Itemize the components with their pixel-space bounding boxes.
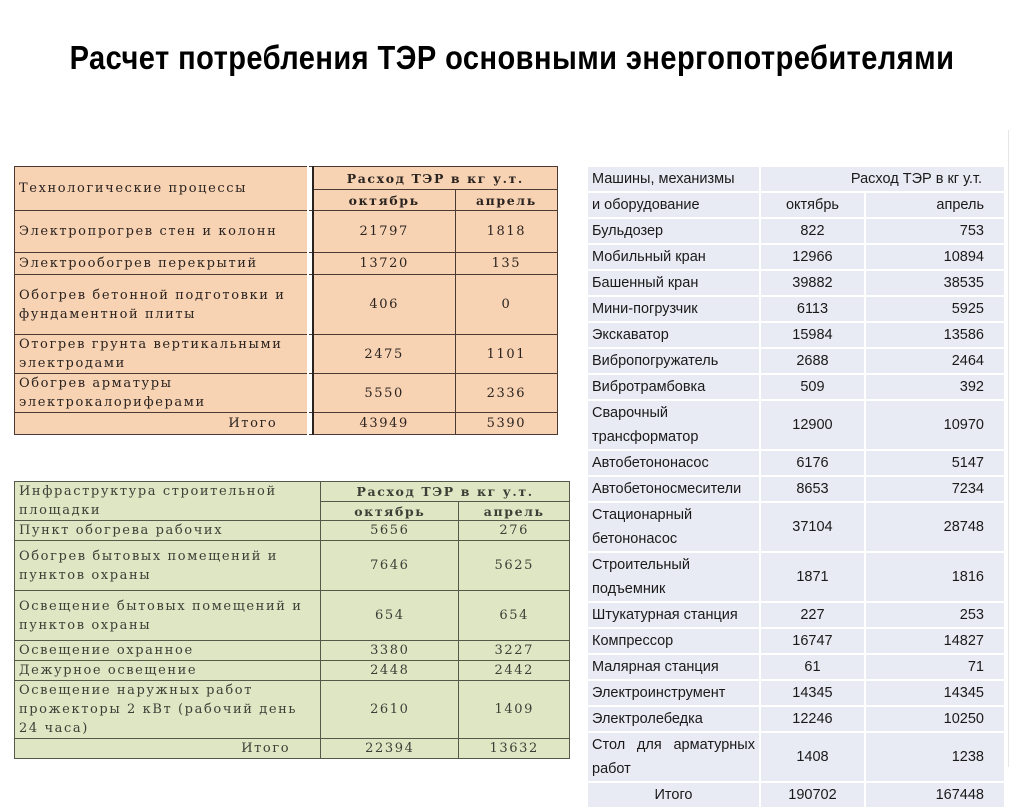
row-oct: 6176 [761,451,864,475]
total-label: Итого [15,739,321,759]
table-row [588,707,1004,731]
row-label: Освещение наружных работ прожекторы 2 кВт (рабочий день 24 часа) [15,681,321,739]
row-oct: 12246 [761,707,864,731]
row-apr: 1101 [455,335,557,374]
table-row [15,591,570,641]
table-row [15,661,570,681]
row-apr: 3227 [459,641,570,661]
table-row [588,271,1004,295]
row-apr: 2464 [866,349,1004,373]
table-row [588,503,1004,551]
table-row [588,553,1004,601]
row-label: Автобетоносмесители [588,477,759,501]
total-oct: 43949 [313,413,456,435]
table-row [15,335,558,374]
row-label: Стационарный бетононасос [588,503,759,551]
row-apr: 1818 [455,211,557,253]
table-row [15,521,570,541]
table-row [15,541,570,591]
page-title: Расчет потребления ТЭР основными энергопотребителями [69,39,955,76]
row-apr: 5625 [459,541,570,591]
row-oct: 2688 [761,349,864,373]
row-oct: 8653 [761,477,864,501]
row-apr: 1816 [866,553,1004,601]
row-apr: 253 [866,603,1004,627]
total-oct: 190702 [761,783,864,807]
row-apr: 10970 [866,401,1004,449]
tech-header-label: Технологические процессы [15,167,309,211]
row-apr: 13586 [866,323,1004,347]
row-oct: 2448 [321,661,459,681]
table-row [588,681,1004,705]
row-label: Освещение бытовых помещений и пунктов охраны [15,591,321,641]
row-oct: 1408 [761,733,864,781]
row-label: Экскаватор [588,323,759,347]
row-oct: 2475 [313,335,456,374]
table-row [588,451,1004,475]
tech-col-oct: октябрь [313,190,456,211]
infra-col-apr: апрель [459,502,570,521]
row-label: Автобетононасос [588,451,759,475]
slide-edge-divider [1008,130,1009,767]
row-apr: 7234 [866,477,1004,501]
row-label: Обогрев бытовых помещений и пунктов охраны [15,541,321,591]
row-apr: 10894 [866,245,1004,269]
row-apr: 14345 [866,681,1004,705]
row-oct: 6113 [761,297,864,321]
row-oct: 39882 [761,271,864,295]
table-row [588,629,1004,653]
row-apr: 0 [455,275,557,335]
row-label: Строительный подъемник [588,553,759,601]
infra-header-group: Расход ТЭР в кг у.т. [321,482,570,502]
row-apr: 135 [455,253,557,275]
row-label: Электролебедка [588,707,759,731]
row-oct: 5656 [321,521,459,541]
row-label: Стол для арматурных работ [588,733,759,781]
table-row [15,253,558,275]
row-label: Обогрев арматуры электрокалориферами [15,374,309,413]
total-apr: 167448 [866,783,1004,807]
table-row [588,323,1004,347]
table-row [588,603,1004,627]
row-apr: 10250 [866,707,1004,731]
row-apr: 1409 [459,681,570,739]
total-row [15,739,570,759]
row-apr: 753 [866,219,1004,243]
row-oct: 2610 [321,681,459,739]
row-oct: 12966 [761,245,864,269]
row-label: Штукатурная станция [588,603,759,627]
table-row [15,211,558,253]
tech-header-group: Расход ТЭР в кг у.т. [313,167,558,190]
row-apr: 14827 [866,629,1004,653]
row-label: Электрообогрев перекрытий [15,253,309,275]
row-oct: 3380 [321,641,459,661]
table-row [588,245,1004,269]
table-row [588,733,1004,781]
row-apr: 71 [866,655,1004,679]
row-apr: 1238 [866,733,1004,781]
row-oct: 37104 [761,503,864,551]
row-label: Компрессор [588,629,759,653]
row-oct: 14345 [761,681,864,705]
machines-table [586,165,1006,809]
machines-header-group: Расход ТЭР в кг у.т. [761,167,1004,191]
total-apr: 5390 [455,413,557,435]
row-oct: 13720 [313,253,456,275]
table-row [15,641,570,661]
row-label: Мобильный кран [588,245,759,269]
row-oct: 21797 [313,211,456,253]
row-label: Мини-погрузчик [588,297,759,321]
row-label: Освещение охранное [15,641,321,661]
row-label: Отогрев грунта вертикальными электродами [15,335,309,374]
row-oct: 654 [321,591,459,641]
row-oct: 1871 [761,553,864,601]
row-apr: 392 [866,375,1004,399]
row-apr: 2336 [455,374,557,413]
row-oct: 15984 [761,323,864,347]
table-row [588,477,1004,501]
total-row [15,413,558,435]
table-row [588,401,1004,449]
row-oct: 227 [761,603,864,627]
table-row [588,349,1004,373]
row-oct: 509 [761,375,864,399]
table-row [15,275,558,335]
tech-processes-table [14,166,558,435]
machines-header-label-2: и оборудование [588,193,759,217]
infra-header-label: Инфраструктура строительной площадки [15,482,321,521]
row-oct: 5550 [313,374,456,413]
tech-col-apr: апрель [455,190,557,211]
total-label: Итого [588,783,759,807]
row-oct: 16747 [761,629,864,653]
row-label: Дежурное освещение [15,661,321,681]
infra-col-oct: октябрь [321,502,459,521]
row-label: Вибротрамбовка [588,375,759,399]
total-apr: 13632 [459,739,570,759]
row-oct: 61 [761,655,864,679]
machines-col-apr: апрель [866,193,1004,217]
row-label: Обогрев бетонной подготовки и фундаментной плиты [15,275,309,335]
total-row [588,783,1004,807]
row-apr: 654 [459,591,570,641]
row-label: Пункт обогрева рабочих [15,521,321,541]
infrastructure-table [14,481,570,759]
row-apr: 2442 [459,661,570,681]
row-apr: 28748 [866,503,1004,551]
table-row [15,681,570,739]
row-apr: 5147 [866,451,1004,475]
row-oct: 7646 [321,541,459,591]
row-apr: 5925 [866,297,1004,321]
row-label: Электропрогрев стен и колонн [15,211,309,253]
row-apr: 276 [459,521,570,541]
row-apr: 38535 [866,271,1004,295]
total-label: Итого [15,413,309,435]
row-label: Вибропогружатель [588,349,759,373]
row-label: Бульдозер [588,219,759,243]
total-oct: 22394 [321,739,459,759]
row-label: Башенный кран [588,271,759,295]
machines-header-label-1: Машины, механизмы [588,167,759,191]
row-oct: 406 [313,275,456,335]
table-row [15,374,558,413]
row-label: Электроинструмент [588,681,759,705]
row-label: Малярная станция [588,655,759,679]
row-oct: 822 [761,219,864,243]
row-label: Сварочный трансформатор [588,401,759,449]
table-row [588,219,1004,243]
table-row [588,375,1004,399]
table-row [588,655,1004,679]
table-row [588,297,1004,321]
machines-col-oct: октябрь [761,193,864,217]
row-oct: 12900 [761,401,864,449]
